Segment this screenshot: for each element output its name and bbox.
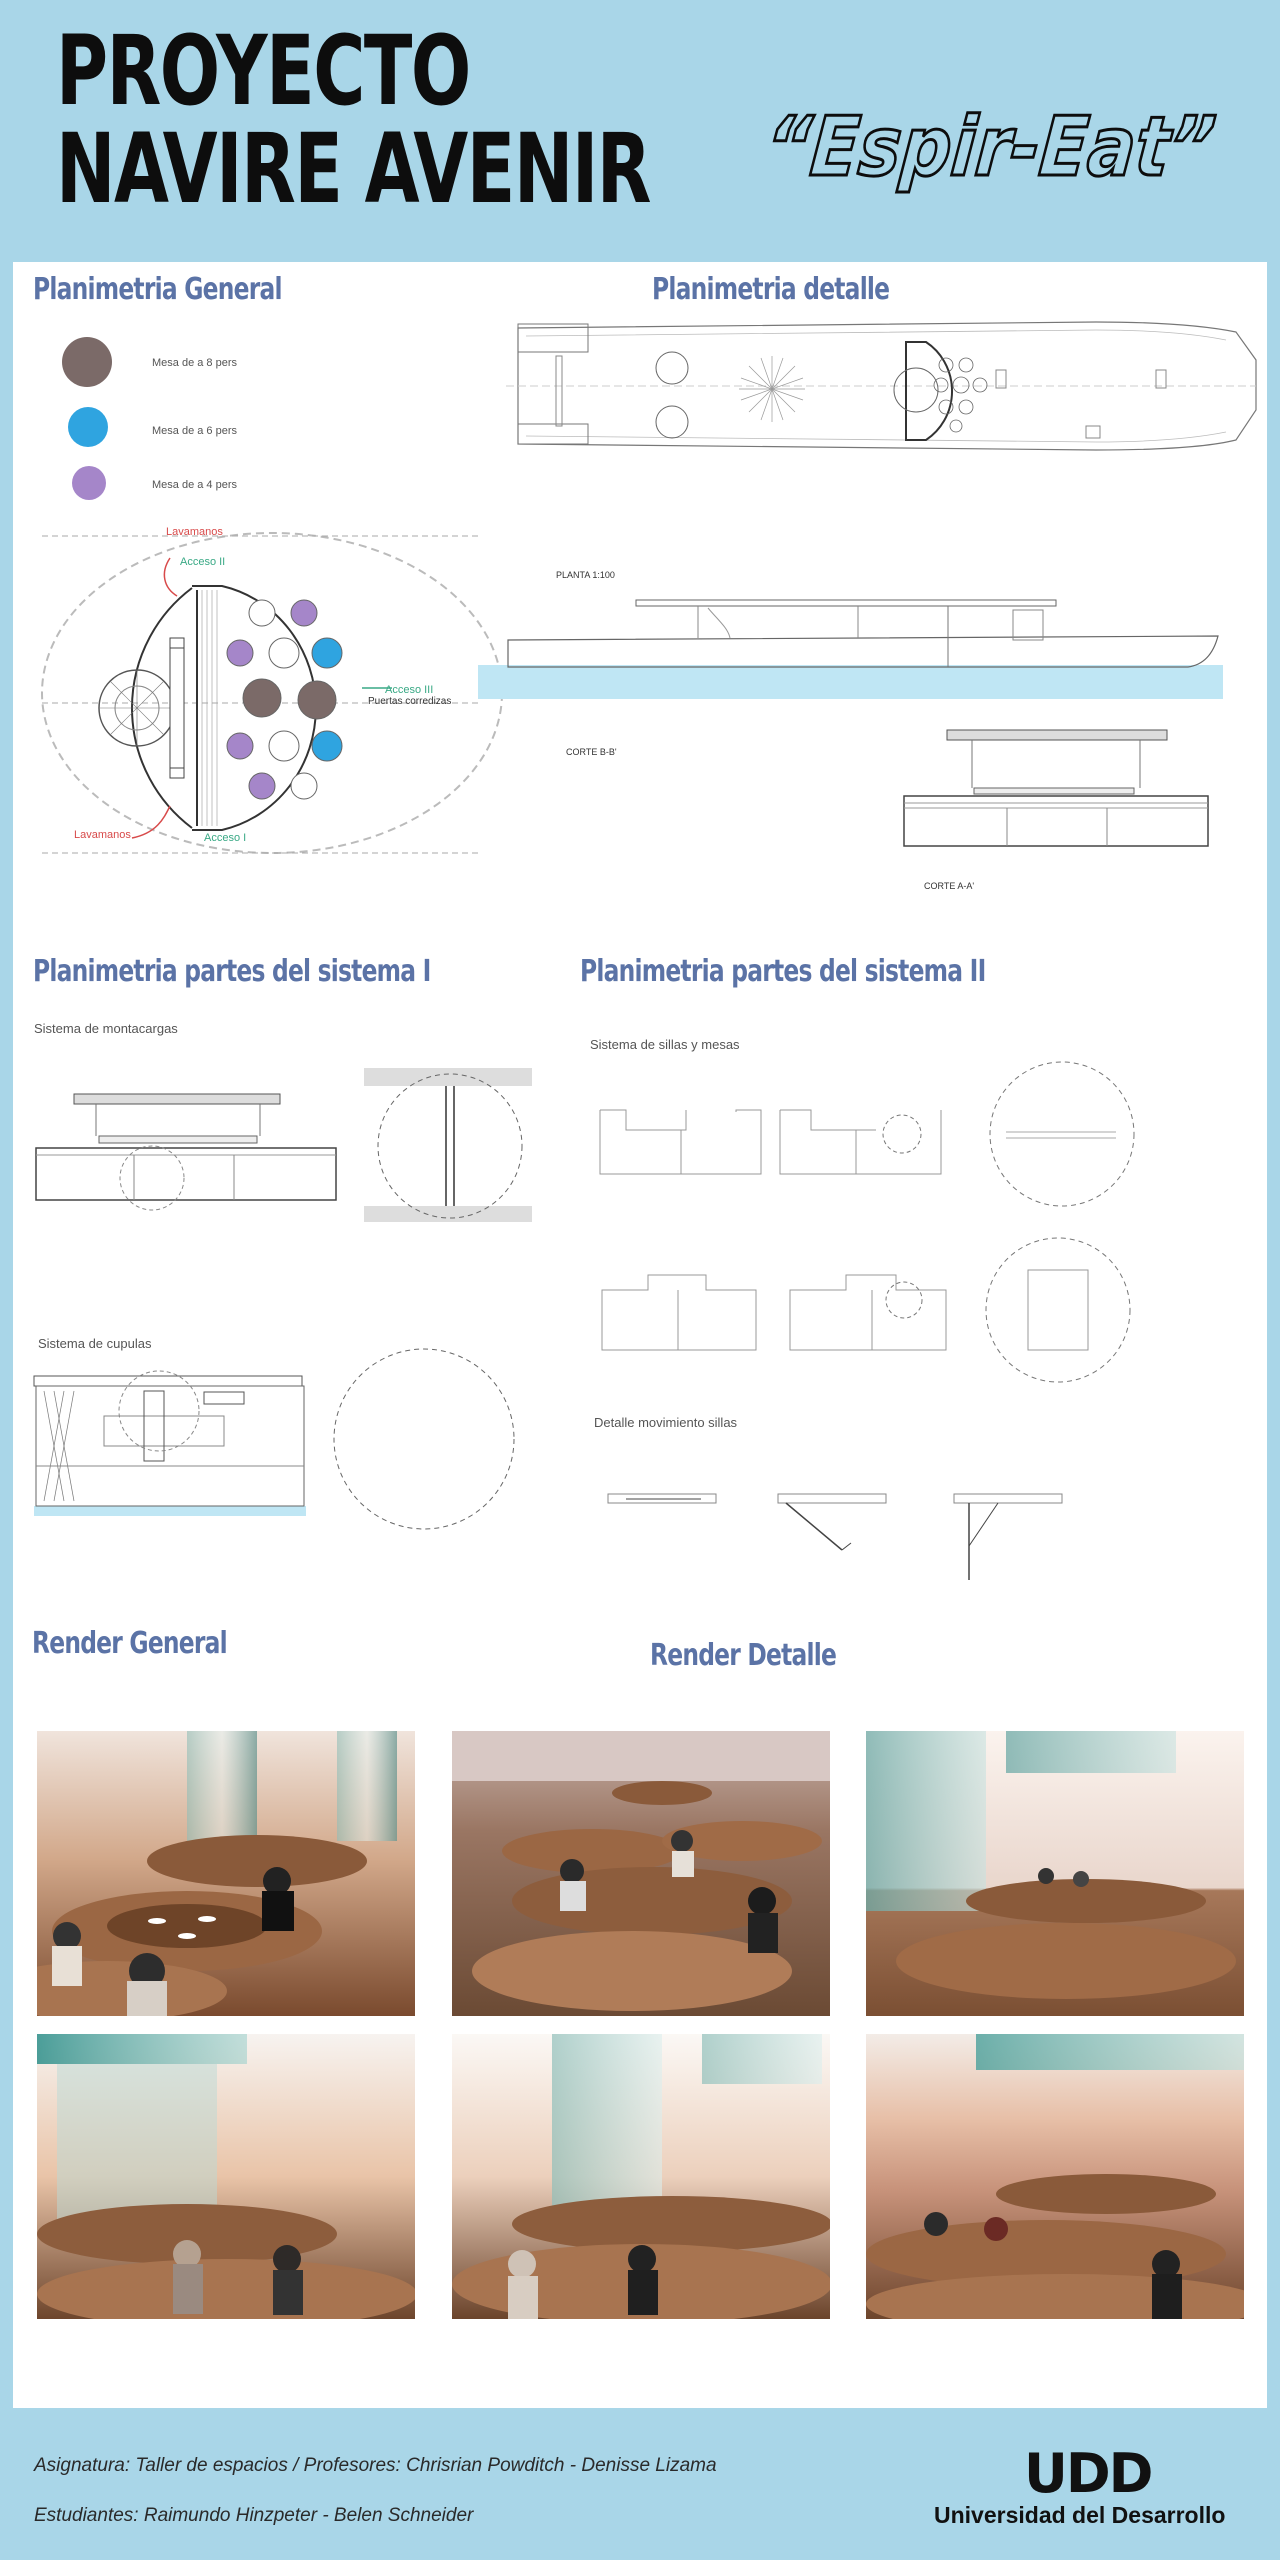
sillas-mesas-top-views (596, 1060, 1176, 1210)
ship-plan-view (496, 310, 1256, 460)
render-scene-3 (866, 1731, 1244, 2016)
label-sistema-montacargas: Sistema de montacargas (34, 1021, 178, 1036)
heading-partes-sistema-1: Planimetria partes del sistema I (33, 954, 431, 989)
render-scene-4 (37, 2034, 415, 2319)
label-lavamanos-bottom: Lavamanos (74, 829, 131, 841)
title-line-2: NAVIRE AVENIR (56, 113, 651, 225)
label-acceso-2: Acceso II (180, 556, 226, 568)
legend-swatch-6 (68, 407, 118, 457)
heading-render-detalle: Render Detalle (650, 1638, 837, 1673)
heading-planimetria-general: Planimetria General (33, 272, 282, 307)
legend-swatch-4 (72, 466, 112, 506)
heading-render-general: Render General (32, 1626, 227, 1661)
title-line-1: PROYECTO (56, 15, 470, 127)
label-corte-aa: CORTE A-A' (924, 881, 975, 891)
section-a-a (902, 728, 1212, 858)
render-general-2 (37, 2034, 415, 2319)
render-general-1 (37, 1731, 415, 2016)
montacargas-detail (364, 1066, 534, 1226)
render-scene-2 (452, 1731, 830, 2016)
label-puertas-corredizas: Puertas corredizas (368, 696, 452, 707)
legend-swatch-8 (60, 337, 120, 397)
label-movimiento-sillas: Detalle movimiento sillas (594, 1415, 738, 1430)
udd-logo-text: UDD (1024, 2442, 1152, 2505)
label-sistema-sillas-mesas: Sistema de sillas y mesas (590, 1037, 740, 1052)
university-name: Universidad del Desarrollo (934, 2502, 1226, 2528)
project-title (56, 15, 859, 225)
cupulas-section (34, 1356, 306, 1516)
ship-side-section (478, 590, 1218, 700)
udd-logo (1024, 2442, 1164, 2505)
render-detalle-3 (452, 2034, 830, 2319)
heading-planimetria-detalle: Planimetria detalle (652, 272, 890, 307)
movimiento-sillas-diagram (606, 1488, 1106, 1588)
label-acceso-3: Acceso III (385, 684, 434, 696)
label-acceso-1: Acceso I (204, 832, 247, 844)
footer-estudiantes: Estudiantes: Raimundo Hinzpeter - Belen Schneider (34, 2505, 474, 2526)
footer-asignatura: Asignatura: Taller de espacios / Profesores: Chrisrian Powditch - Denisse Lizama (34, 2455, 717, 2476)
project-slogan: “Espir-Eat” (761, 100, 1220, 195)
render-scene-1 (37, 1731, 415, 2016)
render-scene-6 (866, 2034, 1244, 2319)
label-lavamanos-top: Lavamanos (166, 526, 223, 538)
label-corte-bb: CORTE B-B' (566, 747, 617, 757)
legend-label-4: Mesa de a 4 pers (152, 479, 237, 491)
render-detalle-4 (866, 2034, 1244, 2319)
sillas-mesas-open-views (596, 1230, 1176, 1385)
render-detalle-2 (866, 1731, 1244, 2016)
legend-label-8: Mesa de a 8 pers (152, 357, 237, 369)
label-sistema-cupulas: Sistema de cupulas (38, 1336, 152, 1351)
render-detalle-1 (452, 1731, 830, 2016)
cupulas-detail (330, 1345, 520, 1535)
label-planta: PLANTA 1:100 (556, 570, 615, 580)
legend-label-6: Mesa de a 6 pers (152, 425, 237, 437)
montacargas-section (34, 1090, 344, 1220)
heading-partes-sistema-2: Planimetria partes del sistema II (580, 954, 986, 989)
render-scene-5 (452, 2034, 830, 2319)
